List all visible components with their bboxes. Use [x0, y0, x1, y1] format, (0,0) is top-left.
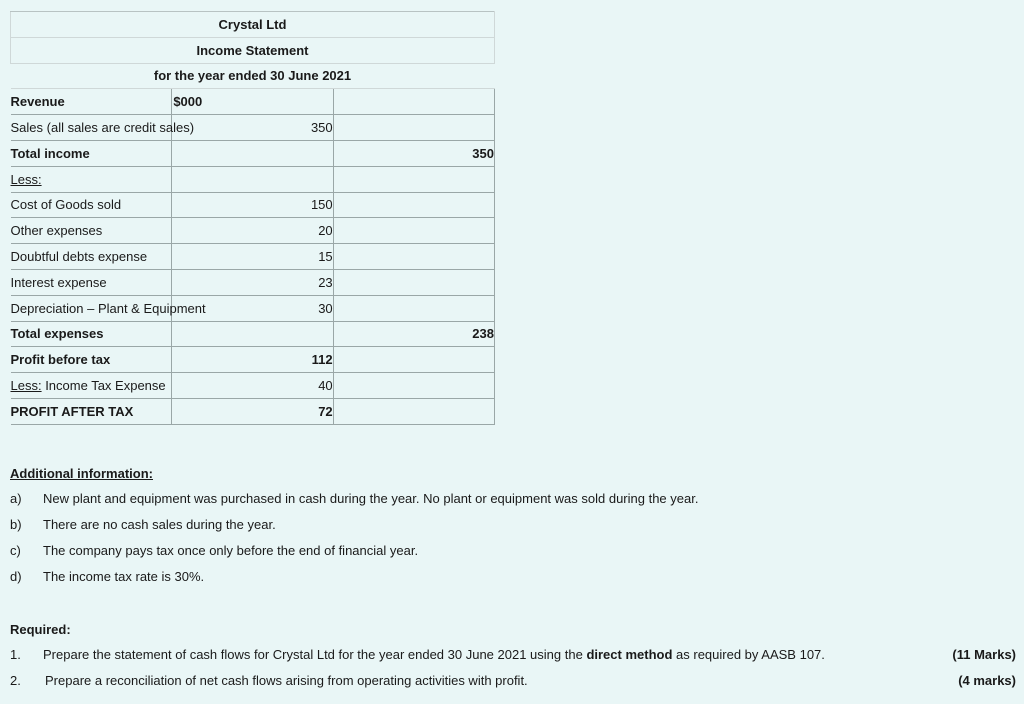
row-total — [333, 373, 494, 399]
row-total — [333, 192, 494, 218]
list-marker: d) — [10, 569, 22, 584]
marks-badge: (4 marks) — [958, 673, 1016, 688]
row-amount — [172, 140, 333, 166]
row-amount: 150 — [172, 192, 333, 218]
income-statement-table — [10, 11, 495, 425]
list-text-before: Prepare the statement of cash flows for Crystal Ltd for the year ended 30 June 2021 using the — [43, 647, 587, 662]
required-heading: Required: — [10, 622, 71, 637]
list-text: New plant and equipment was purchased in cash during the year. No plant or equipment was sold during the year. — [43, 491, 699, 506]
col-header-thousands: $000 — [172, 89, 333, 115]
row-amount: 20 — [172, 218, 333, 244]
table-row-depreciation — [11, 295, 495, 321]
row-label — [11, 373, 172, 399]
table-row-doubtful-debts — [11, 244, 495, 270]
row-label: Total income — [11, 140, 172, 166]
row-label: PROFIT AFTER TAX — [11, 398, 172, 424]
row-total — [333, 398, 494, 424]
table-row-other-expenses — [11, 218, 495, 244]
row-label: Total expenses — [11, 321, 172, 347]
row-label: Profit before tax — [11, 347, 172, 373]
table-row-revenue — [11, 89, 495, 115]
row-label: Sales (all sales are credit sales) — [11, 115, 172, 141]
row-label: Revenue — [11, 89, 172, 115]
row-label: Less: — [11, 166, 172, 192]
row-total — [333, 218, 494, 244]
row-label-text: Income Tax Expense — [41, 378, 166, 394]
row-amount: 15 — [172, 244, 333, 270]
row-amount: 40 — [172, 373, 333, 399]
additional-info-list — [10, 491, 698, 595]
row-total — [333, 269, 494, 295]
row-amount: 72 — [172, 398, 333, 424]
row-label: Cost of Goods sold — [11, 192, 172, 218]
list-marker: c) — [10, 543, 21, 558]
row-amount: 30 — [172, 295, 333, 321]
list-text: The company pays tax once only before the end of financial year. — [43, 543, 419, 558]
row-amount: 350 — [172, 115, 333, 141]
list-item — [10, 517, 698, 543]
list-marker: 1. — [10, 647, 21, 662]
additional-info-heading: Additional information: — [10, 466, 153, 481]
row-total — [333, 115, 494, 141]
table-row-total-expenses — [11, 321, 495, 347]
required-list — [10, 647, 1016, 699]
table-row-income-tax — [11, 373, 495, 399]
row-amount — [172, 321, 333, 347]
row-label-prefix: Less: — [10, 378, 42, 394]
table-row-cogs — [11, 192, 495, 218]
row-label: Other expenses — [11, 218, 172, 244]
list-item — [10, 647, 1016, 673]
row-total — [333, 244, 494, 270]
list-text: The income tax rate is 30%. — [43, 569, 205, 584]
row-label: Doubtful debts expense — [11, 244, 172, 270]
list-item — [10, 491, 698, 517]
row-total: 238 — [333, 321, 494, 347]
table-row-total-income — [11, 140, 495, 166]
row-total — [333, 166, 494, 192]
table-row-profit-after-tax — [11, 398, 495, 424]
list-item — [10, 543, 698, 569]
row-amount: 112 — [172, 347, 333, 373]
table-row-interest-expense — [11, 269, 495, 295]
list-marker: a) — [10, 491, 22, 506]
row-total: 350 — [333, 140, 494, 166]
statement-period: for the year ended 30 June 2021 — [11, 63, 495, 89]
statement-title-row — [11, 37, 495, 63]
list-text-before: Prepare a reconciliation of net cash flows arising from operating activities with profit. — [45, 673, 528, 688]
list-item — [10, 673, 1016, 699]
row-total — [333, 347, 494, 373]
table-row-sales — [11, 115, 495, 141]
row-label: Depreciation – Plant & Equipment — [11, 295, 172, 321]
statement-company: Crystal Ltd — [11, 12, 495, 38]
list-text-emphasis: direct method — [586, 647, 673, 662]
list-text: There are no cash sales during the year. — [43, 517, 276, 532]
table-row-profit-before-tax — [11, 347, 495, 373]
row-label: Interest expense — [11, 269, 172, 295]
list-item — [10, 569, 698, 595]
list-marker: 2. — [10, 673, 21, 688]
statement-period-row — [11, 63, 495, 89]
marks-badge: (11 Marks) — [952, 647, 1016, 662]
statement-title: Income Statement — [11, 37, 495, 63]
list-text — [43, 647, 825, 662]
row-amount — [172, 166, 333, 192]
row-total — [333, 89, 494, 115]
list-text-after: as required by AASB 107. — [672, 647, 825, 662]
statement-company-row — [11, 12, 495, 38]
row-total — [333, 295, 494, 321]
table-row-less — [11, 166, 495, 192]
row-amount: 23 — [172, 269, 333, 295]
list-text — [45, 673, 528, 688]
list-marker: b) — [10, 517, 22, 532]
